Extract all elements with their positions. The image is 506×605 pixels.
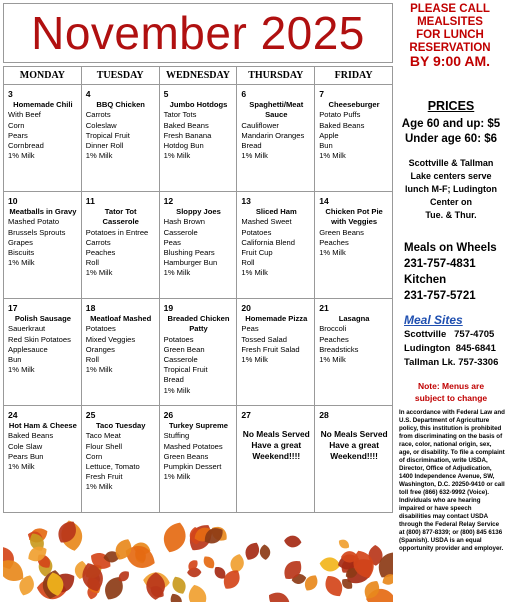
leaf-icon [169,574,188,596]
day-number: 12 [163,196,174,206]
leaf-icon [259,544,271,560]
menu-item: Roll [241,258,255,268]
menu-item: Apple [319,130,339,140]
day-number: 21 [319,303,329,313]
menu-item: Pears Bun [8,451,44,461]
day-cell [4,192,82,299]
day-number: 4 [85,89,91,99]
main-dish: Homemade Chili [13,100,73,110]
menu-item: Hamburger Bun [163,258,218,268]
menu-item: 1% Milk [163,472,191,482]
day-cell [81,299,159,406]
day-number: 28 [319,410,329,420]
centers-line: Scottville & Tallman [408,158,494,168]
menu-item: 1% Milk [241,268,268,278]
menu-item: California Blend [241,237,295,247]
leaf-icon [159,519,190,556]
menu-item: Corn [8,120,25,130]
menu-item: Hash Brown Casserole [163,217,205,237]
leaf-icon [337,537,352,550]
notice-line: PLEASE CALL [410,3,490,15]
mow-label: Meals on Wheels [404,242,497,254]
menu-item: 1% Milk [319,151,346,161]
menu-item: Hotdog Bun [163,141,204,151]
day-cell [159,406,237,513]
main-dish: Meatballs in Gravy [9,207,77,217]
meals-on-wheels [404,240,506,304]
menu-item: Fruit Cup [241,248,273,258]
menu-item: 1% Milk [85,365,113,375]
menu-item: Corn [85,451,103,461]
day-cell [237,85,315,192]
main-dish: Hot Ham & Cheese [8,421,77,431]
note-line: Note: Menus are [417,381,485,391]
menu-item: Taco Meat [85,431,121,441]
site-ludington: Ludington 845-6841 [404,343,496,354]
menu-item: 1% Milk [241,355,268,365]
menu-item: 1% Milk [8,365,35,375]
menu-item: Pears [8,130,28,140]
menu-item: Potatoes [85,324,116,334]
weekday-header: TUESDAY [81,67,159,85]
menu-item: Biscuits [8,248,35,258]
week-row [4,192,393,299]
week-row [4,299,393,406]
day-number: 10 [8,196,18,206]
day-cell [237,406,315,513]
menu-item: Fresh Banana [163,130,212,140]
main-dish: Polish Sausage [14,314,71,324]
main-dish: Cheeseburger [328,100,380,110]
day-cell [159,192,237,299]
day-cell [237,192,315,299]
mow-phone: 231-757-4831 [404,258,476,270]
centers-line: Center on [429,197,472,207]
menu-item: 1% Milk [241,151,268,161]
leaf-icon [321,572,347,600]
day-number: 14 [319,196,329,206]
main-dish: Meatloaf Mashed [90,314,152,324]
menu-item: Bun [319,141,333,151]
day-cell [315,192,393,299]
menu-item: Sauerkraut [8,324,46,334]
day-number: 11 [85,196,95,206]
menu-item: Fresh Fruit [85,472,123,482]
notice-line: RESERVATION [409,42,491,54]
weekday-header: WEDNESDAY [159,67,237,85]
menu-item: Tator Tots [163,110,197,120]
menu-item: Tropical Fruit [163,365,208,375]
site-tallman: Tallman Lk. 757-3306 [404,357,499,368]
menu-item: Potato Puffs [319,110,361,120]
menu-item: Carrots [85,110,111,120]
menu-item: Coleslaw [85,120,117,130]
day-cell [315,299,393,406]
menu-item: Broccoli [319,324,347,334]
menu-item: Mandarin Oranges [241,130,305,140]
menu-item: Green Beans [163,451,209,461]
weekday-header-row [4,67,393,85]
main-dish: Taco Tuesday [95,421,146,431]
menu-item: Mashed Potatoes [163,441,223,451]
day-cell [237,299,315,406]
menu-item: Green Beans [319,227,364,237]
site-scottville: Scottville 757-4705 [404,329,495,340]
main-dish: Lasagna [338,314,370,324]
leaf-icon [302,572,321,593]
day-number: 5 [163,89,169,99]
menu-item: Cornbread [8,141,44,151]
price-over-60: Age 60 and up: $5 [401,118,501,130]
day-number: 18 [85,303,96,313]
day-number: 19 [163,303,174,313]
day-cell [4,85,82,192]
menu-item: 1% Milk [8,151,35,161]
menu-item: Peaches [319,334,349,344]
day-number: 20 [241,303,251,313]
main-dish: Sloppy Joes [176,207,221,217]
menu-item: Roll [85,355,99,365]
note-line: subject to change [414,393,488,403]
day-number: 24 [8,410,18,420]
day-cell [159,299,237,406]
menu-item: Pumpkin Dessert [163,462,222,472]
day-number: 26 [163,410,174,420]
kitchen-phone: 231-757-5721 [404,290,476,302]
menu-item: Oranges [85,344,115,354]
menu-item: Breadsticks [319,344,359,354]
menu-change-note [398,380,504,404]
title-box [3,3,393,63]
week-row [4,406,393,513]
day-cell [4,406,82,513]
meal-sites-list [404,328,506,370]
day-cell [81,406,159,513]
notice-deadline: BY 9:00 AM. [409,53,491,69]
day-cell [315,406,393,513]
day-cell [4,299,82,406]
autumn-leaves-border [3,514,393,602]
day-number: 25 [85,410,96,420]
day-cell [315,85,393,192]
page-title: November 2025 [31,7,365,59]
day-cell [159,85,237,192]
menu-item: Roll [85,258,99,268]
leaf-icon [201,554,217,571]
menu-item: Potatoes in Entree [85,227,149,237]
menu-item: Brussels Sprouts [8,227,66,237]
menu-item: Flour Shell [85,441,123,451]
menu-item: Red Skin Potatoes [8,334,71,344]
meal-sites-title: Meal Sites [404,313,463,327]
menu-item: Baked Beans [8,431,54,441]
kitchen-label: Kitchen [404,274,447,286]
day-cell [81,85,159,192]
main-dish: Homemade Pizza [245,314,308,324]
menu-calendar [3,66,393,513]
menu-item: Mashed Sweet Potatoes [241,217,292,237]
menu-item: Cauliflower [241,120,279,130]
centers-info [398,157,504,222]
main-dish: Turkey Supreme [169,421,228,431]
notice-line: MEALSITES [417,16,483,28]
notice-line: FOR LUNCH [416,29,484,41]
menu-item: 1% Milk [163,385,191,395]
day-number: 13 [241,196,251,206]
centers-line: lunch M-F; Ludington [405,184,497,194]
menu-item: 1% Milk [85,268,113,278]
menu-item: Green Bean Casserole [163,344,205,365]
main-dish: BBQ Chicken [96,100,145,110]
menu-item: 1% Milk [8,258,35,268]
main-dish: Breaded Chicken Patty [167,314,230,334]
reservation-notice [396,3,504,83]
main-dish: Jumbo Hotdogs [169,100,228,110]
menu-item: Grapes [8,237,33,247]
day-number: 27 [241,410,251,420]
menu-item: Applesauce [8,344,48,354]
menu-item: 1% Milk [319,355,346,365]
menu-item: Blushing Pears [163,248,215,258]
menu-item: Carrots [85,237,111,247]
menu-item: Mashed Potato [8,217,60,227]
menu-item: Peas [163,237,181,247]
weekday-header: MONDAY [4,67,82,85]
day-cell [81,192,159,299]
menu-item: 1% Milk [8,462,35,472]
menu-item: Lettuce, Tomato [85,462,140,472]
week-row [4,85,393,192]
main-dish: Tator Tot Casserole [102,207,139,227]
menu-item: Tropical Fruit [85,130,130,140]
menu-item: Baked Beans [319,120,365,130]
day-number: 7 [319,89,324,99]
menu-item: Potatoes [163,334,194,344]
leaf-icon [319,557,341,573]
menu-item: 1% Milk [163,151,191,161]
no-meals-notice: No Meals Served Have a great Weekend!!!! [320,429,388,462]
leaf-icon [265,588,294,602]
menu-item: Bread [163,375,184,385]
prices-block [398,117,504,147]
menu-item: Mixed Veggies [85,334,136,344]
no-meals-notice: No Meals Served Have a great Weekend!!!! [242,429,310,462]
menu-item: 1% Milk [85,482,113,492]
main-dish: Chicken Pot Pie with Veggies [325,207,383,227]
menu-item: 1% Milk [319,248,346,258]
menu-item: With Beef [8,110,41,120]
menu-item: Tossed Salad [241,334,287,344]
leaf-icon [186,583,209,602]
menu-item: 1% Milk [85,151,113,161]
menu-item: Dinner Roll [85,141,124,151]
main-dish: Spaghetti/Meat Sauce [249,100,304,120]
day-number: 3 [8,89,13,99]
menu-item: Cole Slaw [8,441,43,451]
menu-item: Peaches [319,237,349,247]
menu-item: Bun [8,355,22,365]
usda-nondiscrimination-statement: In accordance with Federal Law and U.S. Department of Agriculture policy, this institution is prohibited from discriminating on the basis of race, color, national origin, sex, age, or disability. To file a complaint of discrimination, write USDA, Director, Office of Adjudication, 1400 Independence Avenue, SW, Washington, D.C. 20250-9410 or call toll free (866) 632-9992 (Voice). Individuals who are hearing impaired or have speech disabilities may contact USDA through the Federal Relay Service at (800) 877-8339; or (800) 845 6136 (Spanish). USDA is an equal opportunity provider and employer. [399,409,505,552]
menu-item: Baked Beans [163,120,209,130]
leaf-icon [284,535,303,549]
prices-title: PRICES [427,99,475,113]
centers-line: Lake centers serve [410,171,492,181]
leaf-icon [242,540,262,563]
centers-line: Tue. & Thur. [425,210,477,220]
day-number: 6 [241,89,247,99]
main-dish: Sliced Ham [255,207,297,217]
menu-item: Stuffing [163,431,190,441]
menu-item: Peaches [85,248,116,258]
price-under-60: Under age 60: $6 [404,133,498,145]
menu-item: 1% Milk [163,268,191,278]
menu-item: Peas [241,324,259,334]
weekday-header: FRIDAY [315,67,393,85]
menu-item: Fresh Fruit Salad [241,344,300,354]
day-number: 17 [8,303,18,313]
menu-item: Bread [241,141,262,151]
weekday-header: THURSDAY [237,67,315,85]
